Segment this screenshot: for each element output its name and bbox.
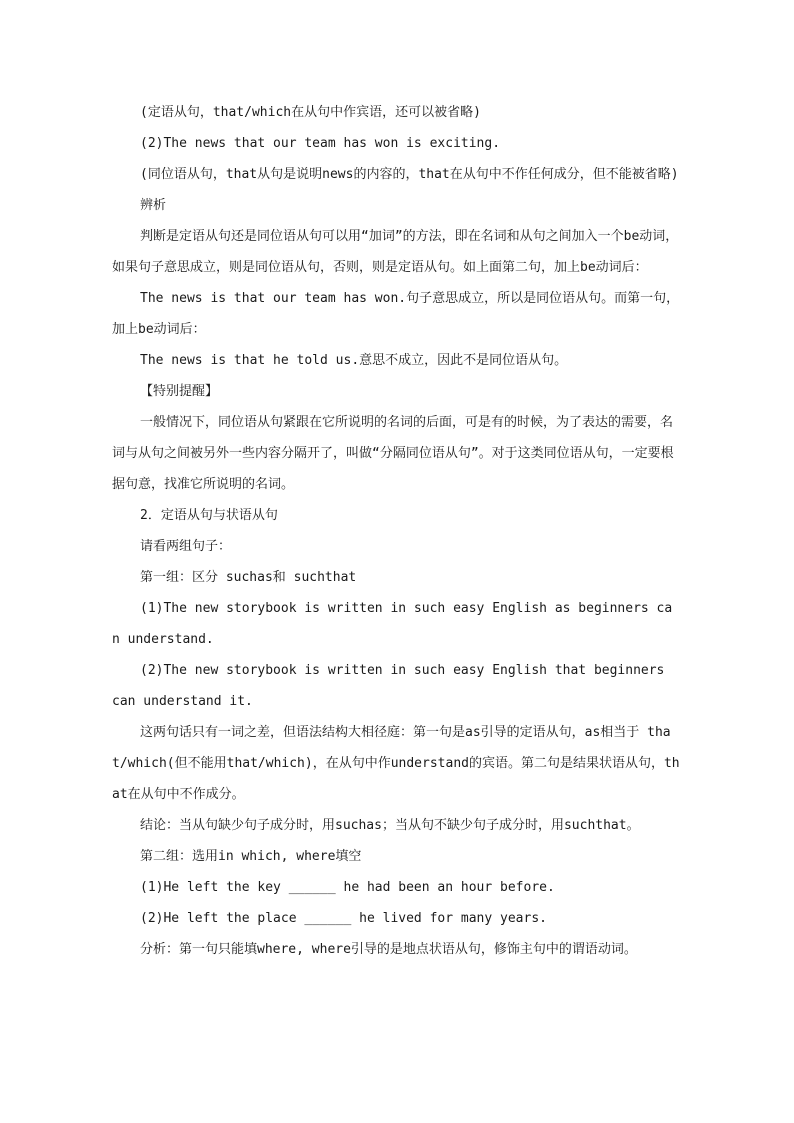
paragraph-15: 这两句话只有一词之差，但语法结构大相径庭：第一句是as引导的定语从句，as相当于 that/which(但不能用that/which)，在从句中作understand的宾语。第二句是结果状语从句，that在从句中不作成分。 (112, 725, 680, 802)
paragraph-3: (同位语从句，that从句是说明news的内容的，that在从句中不作任何成分，但不能被省略) (140, 167, 679, 182)
paragraph-8: 【特别提醒】 (140, 384, 219, 399)
paragraph-9: 一般情况下，同位语从句紧跟在它所说明的名词的后面，可是有的时候，为了表达的需要，名词与从句之间被另外一些内容分隔开了，叫做“分隔同位语从句”。对于这类同位语从句，一定要根据句意，找准它所说明的名词。 (112, 415, 674, 492)
paragraph-6: The news is that our team has won.句子意思成立，所以是同位语从句。而第一句，加上be动词后： (112, 291, 680, 337)
paragraph-17: 第二组：选用in which, where填空 (140, 849, 362, 864)
paragraph-16: 结论：当从句缺少句子成分时，用suchas；当从句不缺少句子成分时，用suchthat。 (140, 818, 640, 833)
paragraph-2: (2)The news that our team has won is exciting. (140, 136, 501, 151)
paragraph-13: (1)The new storybook is written in such easy English as beginners can understand. (112, 601, 673, 647)
paragraph-1: (定语从句，that/which在从句中作宾语，还可以被省略) (140, 105, 481, 120)
paragraph-4: 辨析 (140, 198, 167, 213)
paragraph-7: The news is that he told us.意思不成立，因此不是同位语从句。 (140, 353, 568, 368)
paragraph-11: 请看两组句子： (140, 539, 232, 554)
paragraph-12: 第一组：区分 suchas和 suchthat (140, 570, 357, 585)
paragraph-14: (2)The new storybook is written in such easy English that beginners can understand it. (112, 663, 665, 709)
paragraph-10: 2．定语从句与状语从句 (140, 508, 278, 523)
paragraph-20: 分析：第一句只能填where, where引导的是地点状语从句，修饰主句中的谓语动词。 (140, 942, 637, 957)
paragraph-5: 判断是定语从句还是同位语从句可以用“加词”的方法，即在名词和从句之间加入一个be动词，如果句子意思成立，则是同位语从句，否则，则是定语从句。如上面第二句，加上be动词后： (112, 229, 679, 275)
paragraph-18: (1)He left the key ______ he had been an hour before. (140, 880, 555, 895)
document-body (112, 97, 680, 965)
paragraph-19: (2)He left the place ______ he lived for many years. (140, 911, 547, 926)
